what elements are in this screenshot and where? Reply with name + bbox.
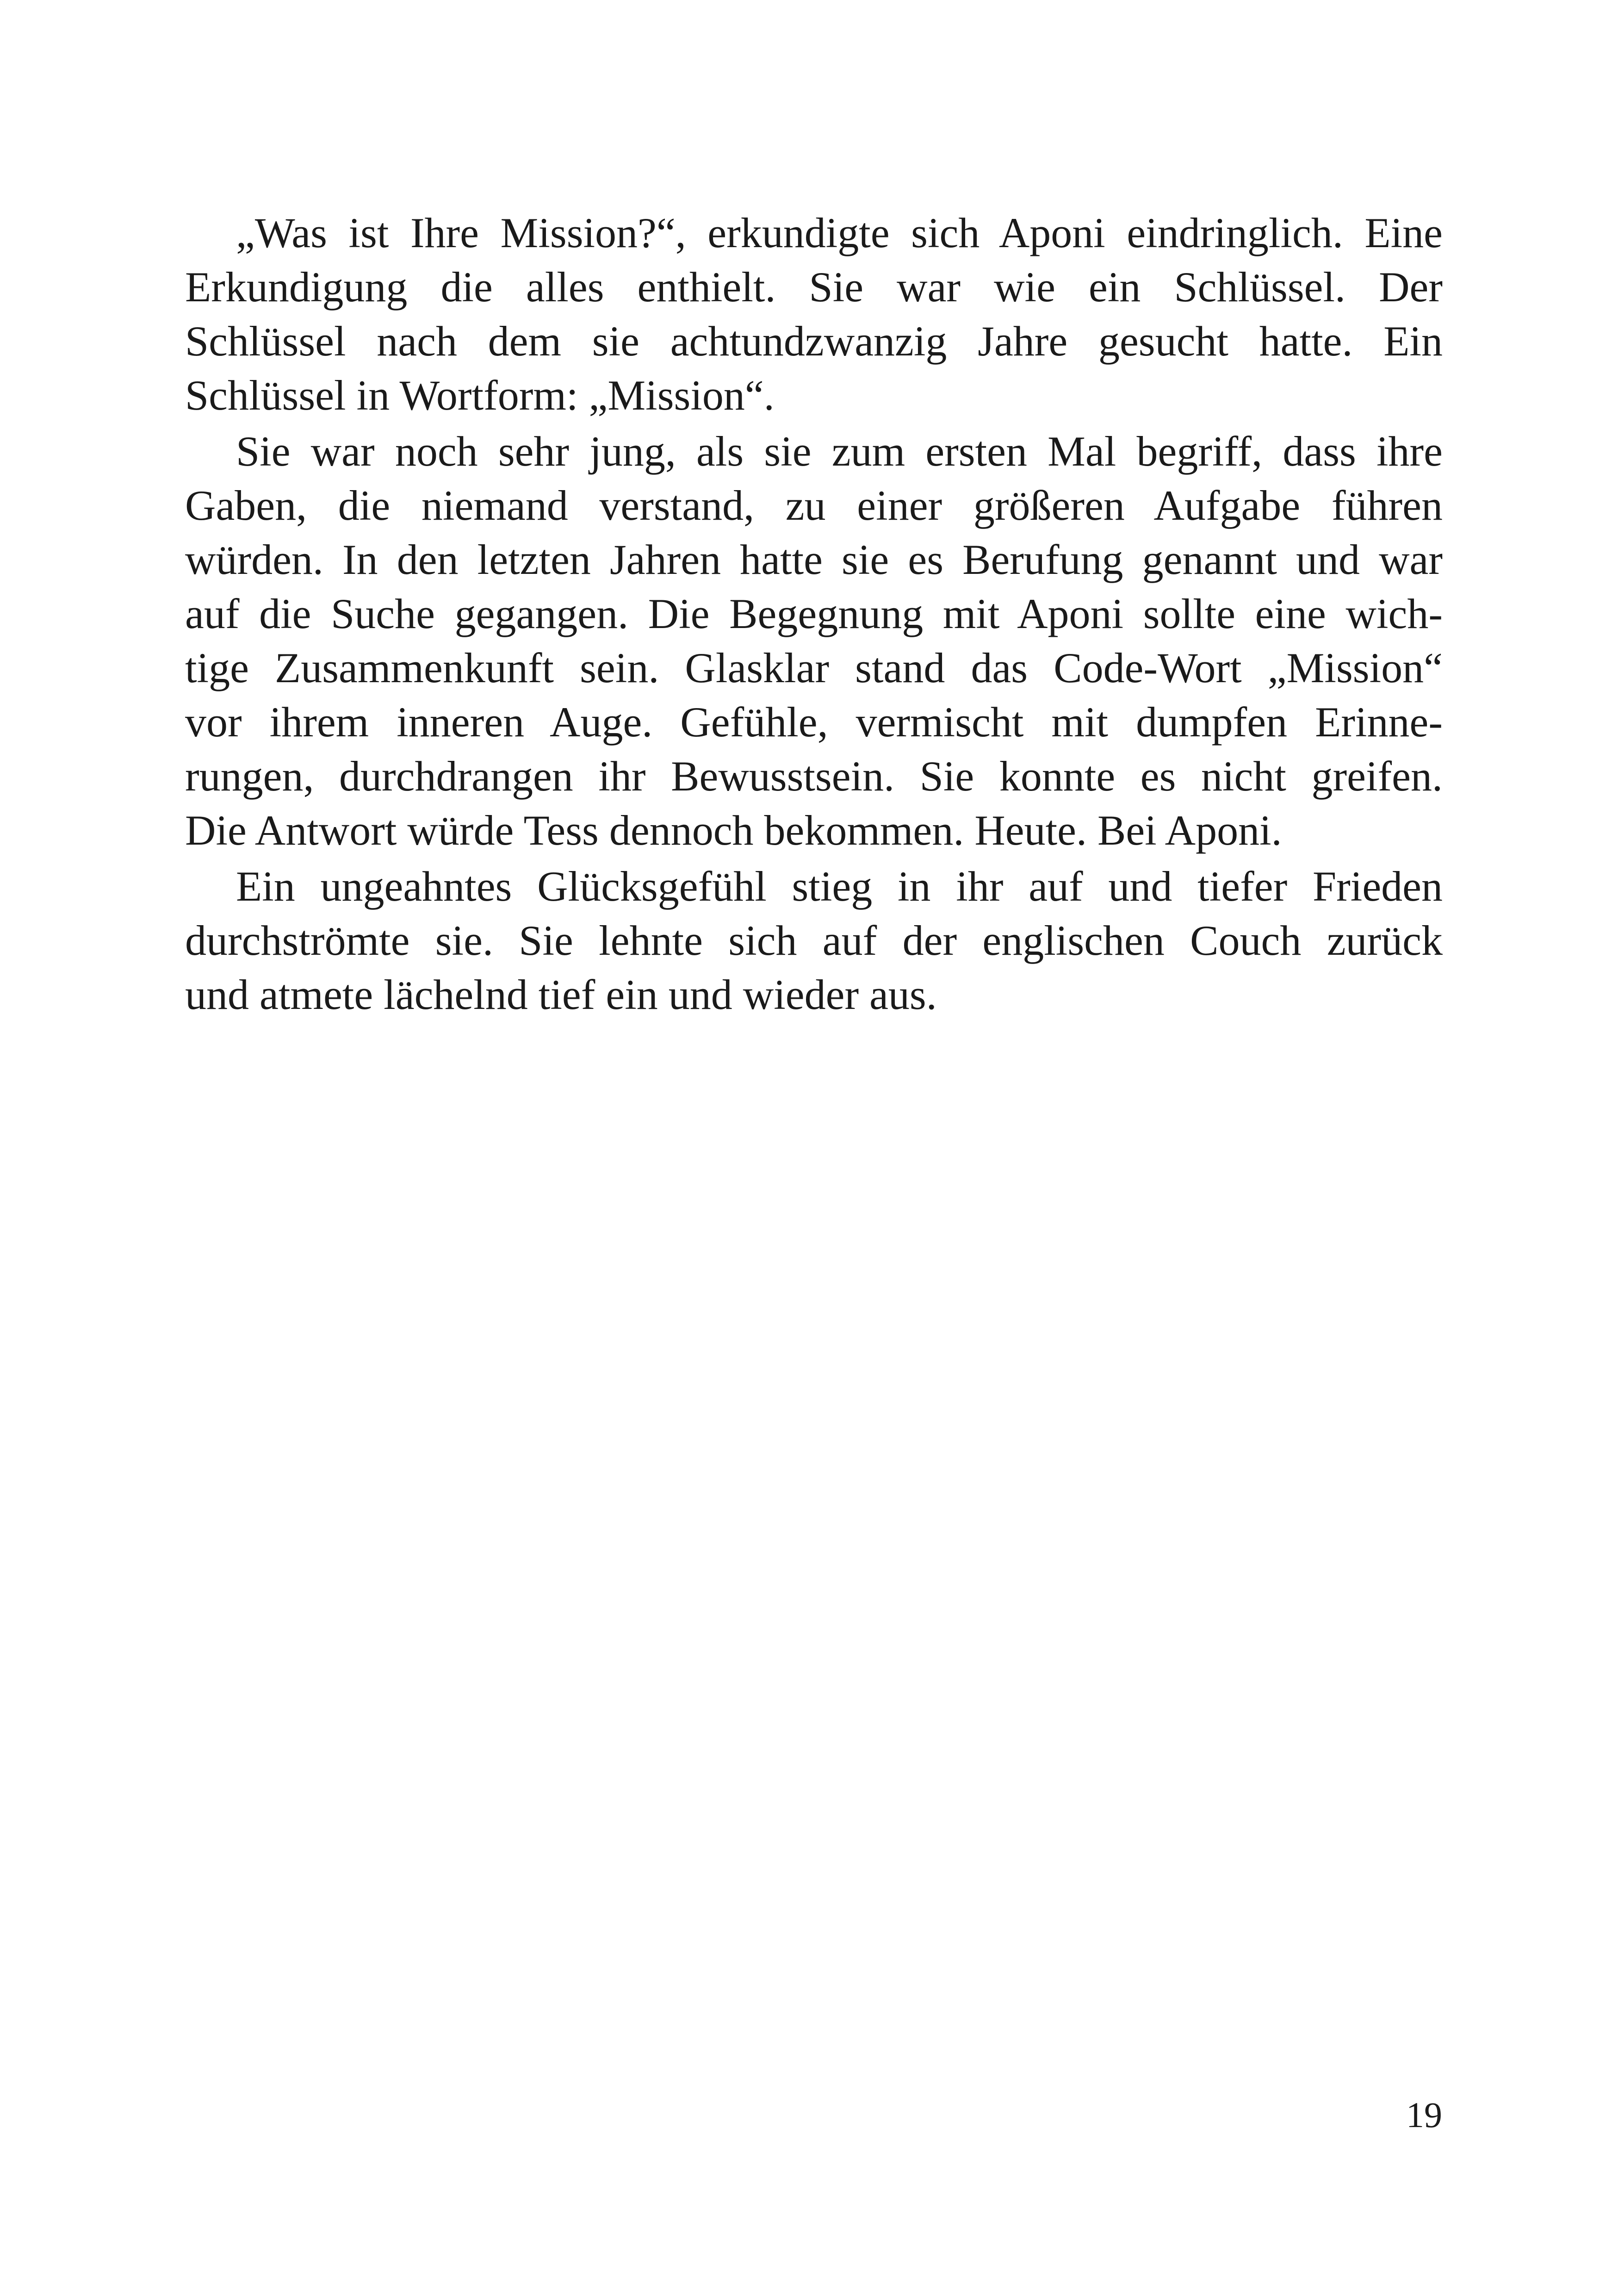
text-line: vor ihrem inneren Auge. Gefühle, vermischt mit dumpfen Erinne- xyxy=(185,698,1443,746)
body-text xyxy=(185,206,1443,1024)
text-line: Schlüssel in Wortform: „Mission“. xyxy=(185,372,775,419)
text-line: Schlüssel nach dem sie achtundzwanzig Jahre gesucht hatte. Ein xyxy=(185,317,1443,365)
paragraph-3 xyxy=(185,859,1443,1022)
text-line: durchströmte sie. Sie lehnte sich auf der englischen Couch zurück xyxy=(185,917,1443,964)
paragraph-2 xyxy=(185,424,1443,858)
text-line: Gaben, die niemand verstand, zu einer größeren Aufgabe führen xyxy=(185,482,1443,529)
text-line: Erkundigung die alles enthielt. Sie war wie ein Schlüssel. Der xyxy=(185,263,1443,311)
text-line: rungen, durchdrangen ihr Bewusstsein. Sie konnte es nicht greifen. xyxy=(185,753,1443,800)
text-line: „Was ist Ihre Mission?“, erkundigte sich Aponi eindringlich. Eine xyxy=(236,209,1443,256)
page-number: 19 xyxy=(1406,2095,1442,2135)
text-line: auf die Suche gegangen. Die Begegnung mit Aponi sollte eine wich- xyxy=(185,590,1443,637)
paragraph-1 xyxy=(185,206,1443,423)
text-line: Sie war noch sehr jung, als sie zum ersten Mal begriff, dass ihre xyxy=(236,428,1443,475)
text-line: Die Antwort würde Tess dennoch bekommen. Heute. Bei Aponi. xyxy=(185,807,1282,854)
text-line: und atmete lächelnd tief ein und wieder aus. xyxy=(185,971,937,1018)
text-line: tige Zusammenkunft sein. Glasklar stand das Code-Wort „Mission“ xyxy=(185,644,1443,691)
text-line: würden. In den letzten Jahren hatte sie es Berufung genannt und war xyxy=(185,536,1443,583)
text-line: Ein ungeahntes Glücksgefühl stieg in ihr auf und tiefer Frieden xyxy=(236,863,1443,910)
